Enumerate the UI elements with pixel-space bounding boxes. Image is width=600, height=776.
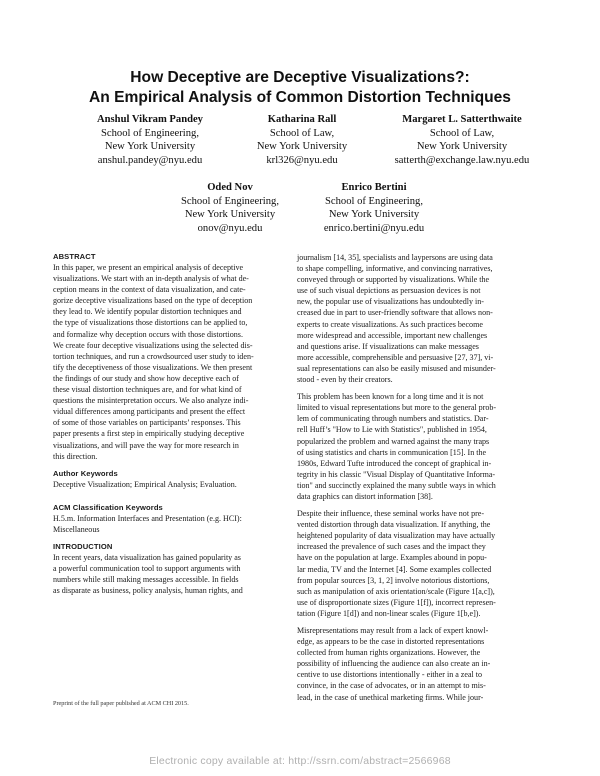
- author-university: New York University: [184, 209, 276, 220]
- author-university: New York University: [416, 141, 508, 152]
- author-name: Margaret L. Satterthwaite: [402, 114, 522, 125]
- paper-title: [0, 68, 600, 108]
- text-line: use of disproportionate sizes (Figure 1[f]), incorrect represen-: [297, 597, 496, 607]
- text-line: vented distortion through data visualization. If anything, the: [297, 520, 491, 530]
- text-line: new, the popular use of visualizations has undoubtedly in-: [297, 297, 484, 307]
- text-line: vidual differences among participants and present the effect: [53, 407, 246, 417]
- abstract-paragraph: [53, 262, 303, 462]
- paper-title-line-2: An Empirical Analysis of Common Distortion Techniques: [89, 89, 511, 106]
- text-line: data graphics can distort information [38].: [297, 491, 433, 501]
- author-email: onov@nyu.edu: [197, 222, 263, 234]
- author-name: Oded Nov: [207, 182, 253, 193]
- author-university: New York University: [256, 141, 348, 152]
- text-line: from popular sources [3, 1, 2] involve notorious distortions,: [297, 575, 490, 585]
- text-line: as disparate as business, policy analysis, human rights, and: [53, 586, 243, 596]
- text-line: experts to create visualizations. As such practices become: [297, 319, 483, 329]
- author-block: [294, 181, 454, 235]
- text-line: possibility of influencing the audience can also create an in-: [297, 659, 491, 669]
- author-block: [222, 113, 382, 167]
- author-affiliation: School of Law,: [269, 127, 335, 139]
- text-line: such as manipulation of axis orientation/scale (Figure 1[a,c]),: [297, 586, 495, 596]
- text-line: ception means in the context of data visualization, and cate-: [53, 285, 246, 295]
- author-affiliation: School of Law,: [429, 127, 495, 139]
- author-affiliation: School of Engineering,: [181, 195, 279, 207]
- text-line: tify the deceptiveness of those visualizations. We then present: [53, 362, 253, 372]
- text-line: tation (Figure 1[d]) and non-linear scales (Figure 1[b,e]).: [297, 608, 481, 618]
- author-university: New York University: [328, 209, 420, 220]
- text-line: tortion techniques, and run a crowdsourced user study to iden-: [53, 351, 254, 361]
- text-line: lead, in the case of unethical marketing firms. While jour-: [297, 692, 484, 702]
- text-line: have on the population at large. Examples abound in popu-: [297, 553, 487, 563]
- keywords-heading: Author Keywords: [53, 468, 118, 478]
- text-line: gorize deceptive visualizations based on the type of deception: [53, 296, 253, 306]
- body-paragraph: [297, 625, 547, 703]
- text-line: conveyed through or supported by visualizations. While the: [297, 275, 490, 285]
- text-line: visualizations, and will pave the way for more research in: [53, 440, 239, 450]
- text-line: of some of those variables on participants’ responses. This: [53, 418, 241, 428]
- author-affiliation: School of Engineering,: [101, 127, 199, 139]
- introduction-heading: INTRODUCTION: [53, 541, 113, 551]
- abstract-heading: ABSTRACT: [53, 252, 96, 261]
- author-name: Anshul Vikram Pandey: [97, 114, 203, 125]
- text-line: heightened popularity of data visualization may have actually: [297, 531, 496, 541]
- author-affiliation: School of Engineering,: [325, 195, 423, 207]
- text-line: journalism [14, 35], specialists and laypersons are using data: [297, 253, 493, 262]
- left-column: [53, 252, 303, 596]
- text-line: sual representations can also be easily misused and misunder-: [297, 363, 496, 373]
- keywords-paragraph: [53, 479, 303, 490]
- text-line: of using statistics and charts in communication [15]. In the: [297, 447, 487, 457]
- text-line: Misrepresentations may result from a lack of expert knowl-: [297, 626, 489, 635]
- text-line: they lead to. We identify popular distortion techniques and: [53, 307, 242, 317]
- text-line: numbers while still making messages accessible. In fields: [53, 575, 239, 585]
- text-line: Miscellaneous: [53, 524, 100, 534]
- text-line: H.5.m. Information Interfaces and Presentation (e.g. HCI):: [53, 513, 242, 523]
- author-name: Katharina Rall: [267, 114, 337, 125]
- ssrn-watermark: Electronic copy available at: http://ssrn.com/abstract=2566968: [149, 755, 451, 767]
- text-line: In this paper, we present an empirical analysis of deceptive: [53, 263, 244, 272]
- right-column: [297, 252, 547, 703]
- text-line: edge, as appears to be the case in distorted representations: [297, 637, 485, 647]
- text-line: this direction.: [53, 451, 98, 461]
- body-paragraph: [297, 252, 547, 385]
- author-email: satterth@exchange.law.nyu.edu: [394, 154, 530, 166]
- body-paragraph: [297, 508, 547, 619]
- author-email: enrico.bertini@nyu.edu: [323, 222, 425, 234]
- text-line: limited to visual representations but more to the general prob-: [297, 403, 497, 413]
- text-line: lem of communicating through numbers and statistics. Dar-: [297, 414, 489, 424]
- author-email: krl326@nyu.edu: [266, 154, 338, 166]
- text-line: visualizations. We start with an in-depth analysis of what de-: [53, 274, 249, 284]
- author-block: [150, 181, 310, 235]
- introduction-paragraph: [53, 552, 303, 596]
- text-line: centive to use distortions intentionally - either in a zeal to: [297, 670, 483, 680]
- preprint-footnote: Preprint of the full paper published at ACM CHI 2015.: [53, 700, 189, 707]
- text-line: rell Huff’s "How to Lie with Statistics", published in 1954,: [297, 425, 487, 435]
- text-line: use of such visual depictions as persuasion devices is not: [297, 286, 481, 296]
- text-line: tion" and succinctly explained the many subtle ways in which: [297, 480, 496, 490]
- text-line: the findings of our study and show how deceptive each of: [53, 373, 239, 383]
- text-line: In recent years, data visualization has gained popularity as: [53, 552, 241, 562]
- text-line: We create four deceptive visualizations using the selected dis-: [53, 340, 253, 350]
- text-line: creased due in part to user-friendly software that allows non-: [297, 308, 493, 318]
- author-name: Enrico Bertini: [341, 182, 407, 193]
- acm-classification-heading: ACM Classification Keywords: [53, 502, 163, 512]
- text-line: Despite their influence, these seminal works have not pre-: [297, 509, 485, 519]
- author-block: [372, 113, 552, 167]
- body-paragraph: [297, 391, 547, 502]
- acm-classification-paragraph: [53, 513, 303, 535]
- text-line: 1980s, Edward Tufte introduced the concept of graphical in-: [297, 458, 492, 468]
- text-line: more accessible, comprehensible and persuasive [27, 37], vi-: [297, 352, 494, 362]
- text-line: a powerful communication tool to support arguments with: [53, 564, 241, 574]
- text-line: these visual distortion techniques are, and for what kind of: [53, 385, 242, 395]
- text-line: the type of visualizations those distortions can be applied to,: [53, 318, 248, 328]
- text-line: paper presents a first step in empirically studying deceptive: [53, 429, 245, 439]
- author-email: anshul.pandey@nyu.edu: [97, 154, 203, 166]
- text-line: increased the prevalence of such cases and the impact they: [297, 542, 486, 552]
- text-line: collected from human rights organizations. However, the: [297, 648, 481, 658]
- text-line: lar media, TV and the Internet [4]. Some examples collected: [297, 564, 492, 574]
- text-line: convince, in the case of advocates, or in an attempt to mis-: [297, 681, 486, 691]
- text-line: popularized the problem and warned against the many traps: [297, 436, 490, 446]
- text-line: more widespread and accessible, important new challenges: [297, 330, 488, 340]
- text-line: to shape compelling, informative, and convincing narratives,: [297, 264, 493, 274]
- paper-title-line-1: How Deceptive are Deceptive Visualizations?:: [130, 69, 470, 86]
- text-line: tegrity in his classic "Visual Display of Quantitative Informa-: [297, 469, 496, 479]
- text-line: stood - even by their creators.: [297, 375, 393, 385]
- text-line: Deceptive Visualization; Empirical Analysis; Evaluation.: [53, 479, 237, 489]
- text-line: questions the misinterpretation occurs. We also analyze indi-: [53, 396, 249, 406]
- text-line: This problem has been known for a long time and it is not: [297, 392, 484, 402]
- text-line: and questions arise. If visualizations can make messages: [297, 341, 479, 351]
- author-university: New York University: [104, 141, 196, 152]
- author-block: [70, 113, 230, 167]
- text-line: and formalize why deception occurs with those distortions.: [53, 329, 243, 339]
